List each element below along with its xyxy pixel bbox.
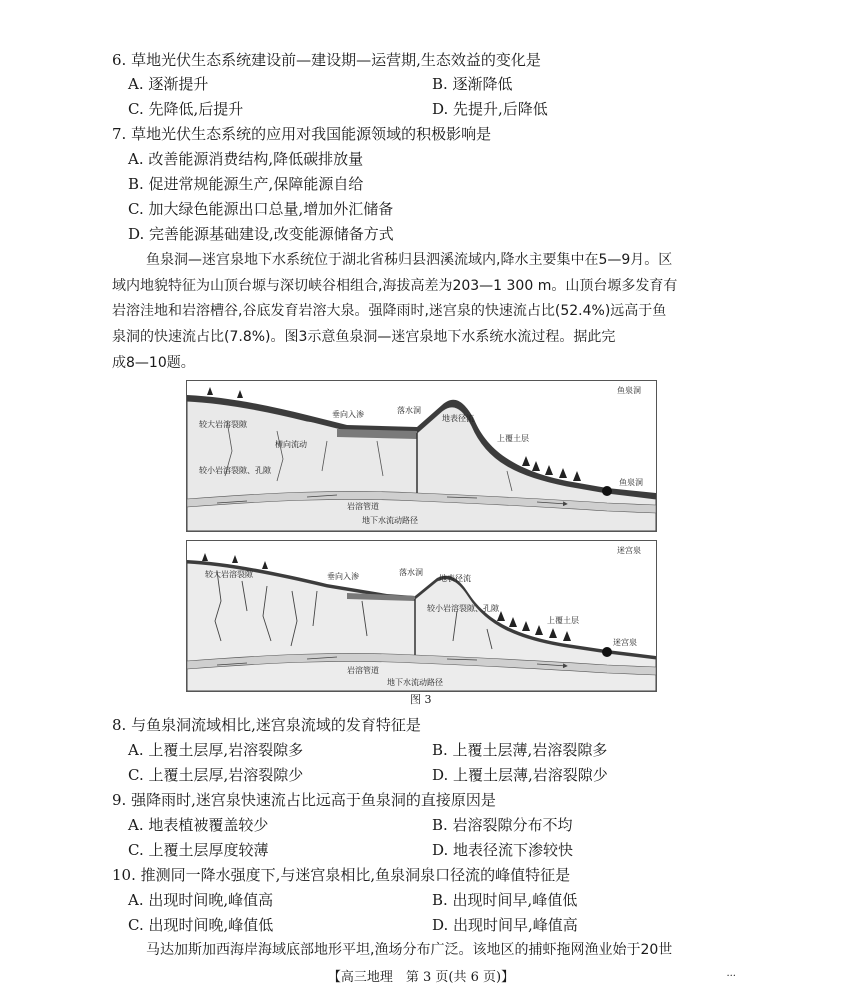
label-spring: 鱼泉洞 xyxy=(619,478,643,487)
next-passage-line: 马达加斯加西海岸海域底部地形平坦,渔场分布广泛。该地区的捕虾拖网渔业始于20世 xyxy=(146,942,673,958)
spring-icon xyxy=(602,647,612,657)
cross-section-migongquan xyxy=(187,541,656,691)
spring-icon xyxy=(602,486,612,496)
q9-option-b: B. 岩溶裂隙分布不均 xyxy=(432,816,573,834)
cross-section-yuquandong xyxy=(187,381,656,531)
q10-option-b: B. 出现时间早,峰值低 xyxy=(432,891,578,909)
q9-option-a: A. 地表植被覆盖较少 xyxy=(128,816,269,834)
passage-line-3: 岩溶洼地和岩溶槽谷,谷底发育岩溶大泉。强降雨时,迷宫泉的快速流占比(52.4%)远高于鱼 xyxy=(112,303,667,319)
label-lateral-flow: 横向流动 xyxy=(275,440,307,449)
figure-caption: 图 3 xyxy=(410,693,432,706)
label-vertical-infiltration: 垂向入渗 xyxy=(327,572,359,581)
label-overlying-soil: 上覆土层 xyxy=(547,616,579,625)
q6-option-c: C. 先降低,后提升 xyxy=(128,100,244,118)
passage-line-4: 泉洞的快速流占比(7.8%)。图3示意鱼泉洞—迷宫泉地下水系统水流过程。据此完 xyxy=(112,329,616,345)
q8-option-c: C. 上覆土层厚,岩溶裂隙少 xyxy=(128,766,304,784)
q10-option-d: D. 出现时间早,峰值高 xyxy=(432,916,578,934)
label-sinkhole: 落水洞 xyxy=(397,406,421,415)
corner-mark: ... xyxy=(726,968,736,979)
label-conduit: 岩溶管道 xyxy=(347,502,379,511)
q10-option-c: C. 出现时间晚,峰值低 xyxy=(128,916,274,934)
q8-stem: 8. 与鱼泉洞流域相比,迷宫泉流域的发育特征是 xyxy=(112,716,421,734)
panel-corner-label: 迷宫泉 xyxy=(617,546,641,555)
q6-option-b: B. 逐渐降低 xyxy=(432,75,513,93)
label-large-fissure: 较大岩溶裂隙 xyxy=(199,420,247,429)
label-flow-path: 地下水流动路径 xyxy=(362,516,418,525)
q10-stem: 10. 推测同一降水强度下,与迷宫泉相比,鱼泉洞泉口径流的峰值特征是 xyxy=(112,866,571,884)
q7-option-d: D. 完善能源基础建设,改变能源储备方式 xyxy=(128,225,394,243)
label-overlying-soil: 上覆土层 xyxy=(497,434,529,443)
label-surface-runoff: 地表径流 xyxy=(442,414,474,423)
q8-option-d: D. 上覆土层薄,岩溶裂隙少 xyxy=(432,766,608,784)
page-footer: 【高三地理 第 3 页(共 6 页)】 xyxy=(327,970,515,985)
label-small-fissure: 较小岩溶裂隙、孔隙 xyxy=(199,466,271,475)
label-vertical-infiltration: 垂向入渗 xyxy=(332,410,364,419)
q10-option-a: A. 出现时间晚,峰值高 xyxy=(128,891,274,909)
q9-stem: 9. 强降雨时,迷宫泉快速流占比远高于鱼泉洞的直接原因是 xyxy=(112,791,496,809)
q8-option-b: B. 上覆土层薄,岩溶裂隙多 xyxy=(432,741,608,759)
label-large-fissure: 较大岩溶裂隙 xyxy=(205,570,253,579)
label-sinkhole: 落水洞 xyxy=(399,568,423,577)
q7-stem: 7. 草地光伏生态系统的应用对我国能源领域的积极影响是 xyxy=(112,125,492,143)
q9-option-c: C. 上覆土层厚度较薄 xyxy=(128,841,269,859)
passage-line-5: 成8—10题。 xyxy=(112,355,195,371)
label-spring: 迷宫泉 xyxy=(613,638,637,647)
q7-option-b: B. 促进常规能源生产,保障能源自给 xyxy=(128,175,364,193)
label-flow-path: 地下水流动路径 xyxy=(387,678,443,687)
label-conduit: 岩溶管道 xyxy=(347,666,379,675)
label-small-fissure: 较小岩溶裂隙、孔隙 xyxy=(427,604,499,613)
q6-option-a: A. 逐渐提升 xyxy=(128,75,209,93)
q7-option-c: C. 加大绿色能源出口总量,增加外汇储备 xyxy=(128,200,394,218)
passage-line-1: 鱼泉洞—迷宫泉地下水系统位于湖北省秭归县泗溪流域内,降水主要集中在5—9月。区 xyxy=(146,252,673,268)
label-surface-runoff: 地表径流 xyxy=(439,574,471,583)
figure-panel-yuquandong xyxy=(186,380,657,532)
passage-line-2: 域内地貌特征为山顶台塬与深切峡谷相组合,海拔高差为203—1 300 m。山顶台塬多发育有 xyxy=(112,278,678,294)
q6-stem: 6. 草地光伏生态系统建设前—建设期—运营期,生态效益的变化是 xyxy=(112,51,541,69)
q7-option-a: A. 改善能源消费结构,降低碳排放量 xyxy=(128,150,364,168)
q6-option-d: D. 先提升,后降低 xyxy=(432,100,548,118)
panel-corner-label: 鱼泉洞 xyxy=(617,386,641,395)
figure-panel-migongquan xyxy=(186,540,657,692)
q9-option-d: D. 地表径流下渗较快 xyxy=(432,841,574,859)
q8-option-a: A. 上覆土层厚,岩溶裂隙多 xyxy=(128,741,304,759)
